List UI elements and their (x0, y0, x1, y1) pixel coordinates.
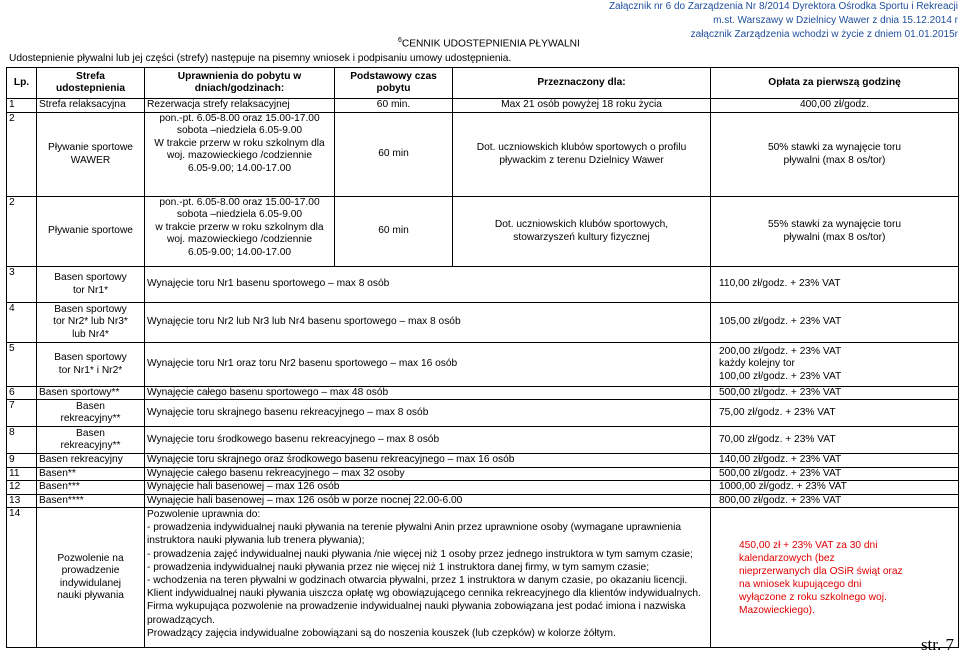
cell-text: - wchodzenia na teren pływalni w godzinach otwarcia pływalni, przez 1 instruktora w danym czasie, po okazaniu licencji. (147, 575, 688, 587)
cell-text: Pływanie sportowe (48, 142, 133, 154)
cell-text: Basen (76, 401, 105, 412)
cell-text: 1000,00 zł/godz. + 23% VAT (711, 481, 959, 494)
header-line-1: Załącznik nr 6 do Zarządzenia Nr 8/2014 Dyrektora Ośrodka Sportu i Rekreacji (608, 1, 958, 12)
cell-text: Basen*** (37, 481, 145, 494)
cell-text: Pływanie sportowe (37, 197, 145, 267)
table-cell (37, 303, 145, 343)
col-przeznaczony (453, 68, 711, 99)
cell-text: 2 (7, 197, 37, 267)
cell-text: woj. mazowieckiego /codziennie (167, 150, 312, 162)
table-row (7, 481, 959, 494)
cell-text: W trakcie przerw w roku szkolnym dla (154, 137, 325, 149)
cell-text: 13 (7, 494, 37, 507)
cell-text: Strefa relaksacyjna (37, 99, 145, 113)
table-row (7, 303, 959, 343)
cell-text: WAWER (70, 154, 111, 166)
header-line-2: m.st. Warszawy w Dzielnicy Wawer z dnia 15.12.2014 r (713, 15, 958, 26)
cell-text: pływalni (max 8 os/tor) (783, 231, 886, 243)
cell-text: - prowadzenia indywidualnej nauki pływania na terenie pływalni Anin przez uprawnione osoby (wymagane uprawnienia (147, 522, 682, 534)
col-uprawnienia (145, 68, 335, 99)
table-cell (711, 197, 959, 267)
annex-title-text: CENNIK UDOSTEPNIENIA PŁYWALNI (401, 38, 580, 50)
cell-text: 6.05-9.00; 14.00-17.00 (187, 162, 292, 174)
cell-text: Basen sportowy** (37, 387, 145, 400)
cell-text: Wynajęcie toru Nr2 lub Nr3 lub Nr4 basenu sportowego – max 8 osób (145, 303, 711, 343)
cell-text: - prowadzenia zajęć indywidualnej nauki pływania /nie więcej niż 1 osoby przez jednego instruktora w tym samym czasie; (147, 548, 693, 560)
cell-text: Przeznaczony dla: (537, 76, 626, 88)
cell-text: rekreacyjny** (60, 413, 121, 425)
table-cell (711, 113, 959, 197)
intro-text: Udostepnienie pływalni lub jej części (strefy) następuje na pisemny wniosek i podpisaniu umowy udostępnienia. (9, 53, 512, 64)
cell-text: kalendarzowych (bez (739, 552, 835, 564)
cell-text: 70,00 zł/godz. + 23% VAT (711, 427, 959, 454)
cell-text: dniach/godzinach: (194, 83, 285, 94)
cell-text: Klient indywidualnej nauki pływania uiszcza opłatę wg obowiązującego cennika rekreacyjnego dla klientów indywidualnych. (147, 588, 701, 600)
cell-text: 105,00 zł/godz. + 23% VAT (711, 303, 959, 343)
cell-text: 11 (7, 467, 37, 480)
cell-text: na wniosek kupującego dni (739, 578, 862, 590)
cell-text: Prowadzący zajęcia indywidualne zobowiązani są do noszenia kouszek (lub czepków) w kolorze żółtym. (147, 627, 616, 639)
table-cell (37, 113, 145, 197)
cell-text: Wynajęcie hali basenowej – max 126 osób w porze nocnej 22.00-6.00 (145, 494, 711, 507)
cell-text: Pozwolenie na (57, 552, 124, 564)
cell-text: Wynajęcie toru środkowego basenu rekreacyjnego – max 8 osób (145, 427, 711, 454)
table-row (7, 387, 959, 400)
cell-text: nieprzerwanych dla OSiR świąt oraz (739, 565, 903, 577)
cell-text: Basen (76, 428, 105, 439)
cell-text: Firma wykupująca pozwolenie na prowadzenie indywidualnej nauki pływania zobowiązana jest podać imiona i nazwiska (147, 601, 686, 613)
cell-text: stowarzyszeń kultury fizycznej (513, 231, 650, 243)
cell-text: prowadzenie (61, 565, 120, 577)
cell-text: Basen** (37, 467, 145, 480)
table-row (7, 494, 959, 507)
cell-text: 500,00 zł/godz. + 23% VAT (711, 387, 959, 400)
cell-text: 800,00 zł/godz. + 23% VAT (711, 494, 959, 507)
table-row (7, 267, 959, 303)
cell-text: 12 (7, 481, 37, 494)
col-oplata (711, 68, 959, 99)
cell-text: Opłata za pierwszą godzinę (768, 76, 901, 88)
cell-text: w trakcie przerw w roku szkolnym dla (155, 221, 324, 233)
table-row (7, 467, 959, 480)
col-lp (7, 68, 37, 99)
cell-text: 110,00 zł/godz. + 23% VAT (711, 267, 959, 303)
cell-text: nauki pływania (57, 589, 124, 601)
cell-text: 9 (7, 454, 37, 467)
document-header (609, 0, 958, 42)
table-cell (37, 343, 145, 387)
table-row (7, 400, 959, 427)
col-strefa (37, 68, 145, 99)
cell-text: 450,00 zł + 23% VAT za 30 dni (739, 539, 878, 551)
cell-text: woj. mazowieckiego /codziennie (167, 234, 312, 246)
cell-text: prowadzących. (147, 614, 215, 626)
cell-text: Dot. uczniowskich klubów sportowych o profilu (476, 142, 687, 154)
annex-superscript: 6 (398, 37, 402, 44)
page-number: str. 7 (920, 635, 954, 654)
cell-text: 7 (7, 400, 37, 427)
cell-text: Pozwolenie uprawnia do: (147, 509, 261, 521)
cell-text: pływalni (max 8 os/tor) (783, 154, 886, 166)
cell-text: wyłączone z roku szkolnego woj. (739, 591, 887, 603)
cell-text: 5 (7, 343, 37, 387)
cell-text: 60 min (335, 113, 453, 197)
cell-text: rekreacyjny** (60, 440, 121, 452)
cell-text: 50% stawki za wynajęcie toru (767, 142, 902, 154)
table-cell (37, 427, 145, 454)
table-cell (711, 508, 959, 648)
col-czas (335, 68, 453, 99)
cell-text: Strefa (76, 70, 105, 82)
cell-text: 55% stawki za wynajęcie toru (767, 219, 902, 231)
annex-title (398, 37, 580, 49)
table-cell (453, 197, 711, 267)
cell-text: 60 min. (335, 99, 453, 113)
cell-text: sobota –niedziela 6.05-9.00 (176, 209, 303, 221)
header-line-3: załącznik Zarządzenia wchodzi w życie z dniem 01.01.2015r (690, 29, 958, 40)
cell-text: 6 (7, 387, 37, 400)
cell-text: pływackim z terenu Dzielnicy Wawer (499, 154, 664, 166)
cell-text: Mazowieckiego). (739, 604, 815, 616)
cell-text: 140,00 zł/godz. + 23% VAT (711, 454, 959, 467)
cell-text: Basen sportowy (54, 303, 127, 315)
cell-text: Lp. (13, 76, 30, 88)
cell-text: Basen sportowy (54, 352, 127, 364)
cell-text: Basen sportowy (54, 272, 127, 284)
table-cell (711, 343, 959, 387)
cell-text: każdy kolejny tor (719, 358, 795, 370)
cell-text: 60 min (335, 197, 453, 267)
table-cell (37, 400, 145, 427)
cell-text: Wynajęcie toru Nr1 oraz toru Nr2 basenu sportowego – max 16 osób (145, 343, 711, 387)
cell-text: Podstawowy czas pobytu (350, 70, 437, 94)
cell-text: Wynajęcie toru Nr1 basenu sportowego – max 8 osób (145, 267, 711, 303)
table-row (7, 427, 959, 454)
cell-text: Basen rekreacyjny (37, 454, 145, 467)
cell-text: - prowadzenia indywidualnej nauki pływania przez nie więcej niż 1 instruktora danej firmy, w tym samym czasie; (147, 561, 650, 573)
cell-text: tor Nr2* lub Nr3* (53, 316, 128, 328)
cell-text: 3 (7, 267, 37, 303)
cell-text: Wynajęcie hali basenowej – max 126 osób (145, 481, 711, 494)
cell-text: 6.05-9.00; 14.00-17.00 (187, 246, 292, 258)
table-row (7, 454, 959, 467)
cell-text: pon.-pt. 6.05-8.00 oraz 15.00-17.00 (159, 197, 320, 208)
table-cell (145, 508, 711, 648)
cell-text: 2 (7, 113, 37, 197)
cell-text: tor Nr1* (72, 284, 109, 296)
table-row (7, 113, 959, 197)
table-row (7, 99, 959, 113)
cell-text: Rezerwacja strefy relaksacyjnej (145, 99, 335, 113)
cell-text: 500,00 zł/godz. + 23% VAT (711, 467, 959, 480)
cell-text: Wynajęcie toru skrajnego basenu rekreacyjnego – max 8 osób (145, 400, 711, 427)
table-row (7, 343, 959, 387)
cell-text: Uprawnienia do pobytu w (177, 70, 302, 82)
cell-text: pon.-pt. 6.05-8.00 oraz 15.00-17.00 (159, 113, 320, 124)
cell-text: 8 (7, 427, 37, 454)
table-cell (145, 113, 335, 197)
cell-text: 14 (7, 508, 37, 648)
cell-text: 4 (7, 303, 37, 343)
cell-text: 400,00 zł/godz. (711, 99, 959, 113)
cell-text: indywidulanej (59, 577, 122, 589)
table-cell (453, 113, 711, 197)
table-cell (145, 197, 335, 267)
price-table (6, 67, 959, 648)
cell-text: Wynajęcie całego basenu sportowego – max 48 osób (145, 387, 711, 400)
table-cell (37, 267, 145, 303)
cell-text: Wynajęcie całego basenu rekreacyjnego – max 32 osoby (145, 467, 711, 480)
cell-text: Basen**** (37, 494, 145, 507)
cell-text: 200,00 zł/godz. + 23% VAT (719, 345, 842, 357)
table-row (7, 197, 959, 267)
cell-text: Dot. uczniowskich klubów sportowych, (494, 219, 669, 231)
cell-text: lub Nr4* (72, 328, 109, 340)
cell-text: Max 21 osób powyżej 18 roku życia (453, 99, 711, 113)
cell-text: 1 (7, 99, 37, 113)
cell-text: sobota –niedziela 6.05-9.00 (176, 125, 303, 137)
cell-text: 100,00 zł/godz. + 23% VAT (719, 370, 842, 382)
table-header-row (7, 68, 959, 99)
cell-text: udostepnienia (55, 83, 126, 94)
cell-text: tor Nr1* i Nr2* (58, 364, 123, 376)
table-row (7, 508, 959, 648)
cell-text: instruktora nauki pływania lub trenera pływania); (147, 535, 365, 547)
cell-text: 75,00 zł/godz. + 23% VAT (711, 400, 959, 427)
table-cell (37, 508, 145, 648)
cell-text: Wynajęcie toru skrajnego oraz środkowego basenu rekreacyjnego – max 16 osób (145, 454, 711, 467)
